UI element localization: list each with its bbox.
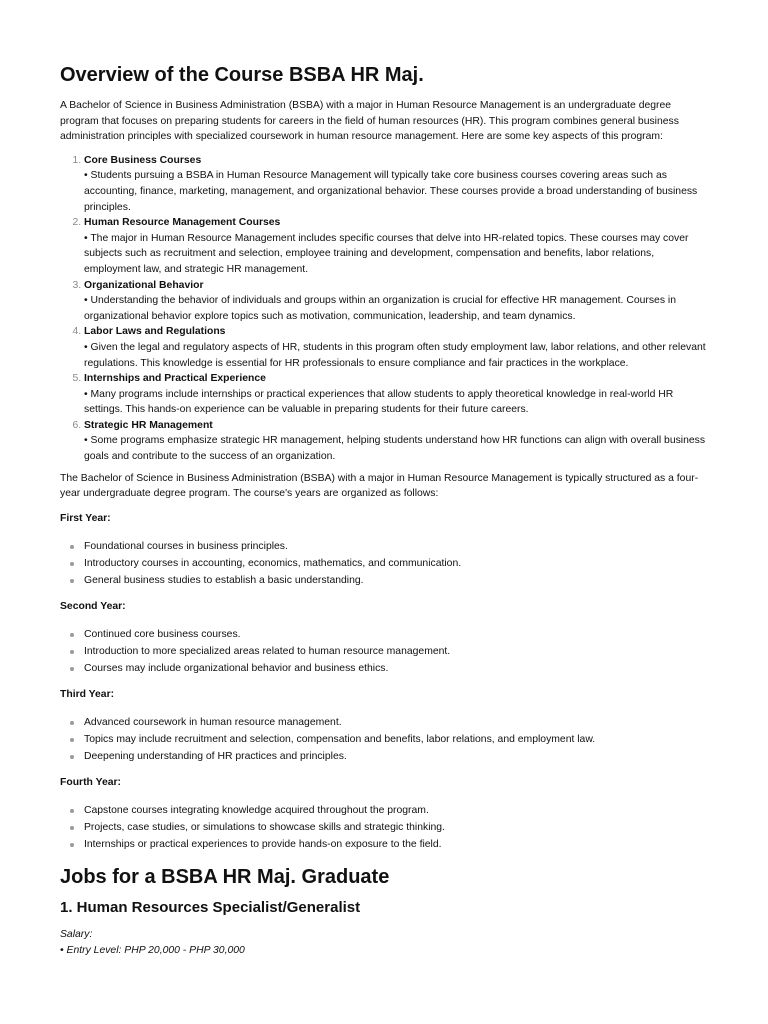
aspect-description: • Some programs emphasize strategic HR management, helping students understand how HR functions can align with overall business goals and contribute to the success of an organization. <box>84 435 706 463</box>
article-content <box>60 62 710 959</box>
key-aspects-list <box>60 153 710 465</box>
aspect-description: • Understanding the behavior of individuals and groups within an organization is crucial for effective HR management. Courses in organizational behavior explore topics such as motivation, communication, leadership, and team dynamics. <box>84 295 676 322</box>
list-item: Projects, case studies, or simulations to showcase skills and strategic thinking. <box>84 819 710 836</box>
aspect-title: 3. Organizational Behavior <box>84 279 204 291</box>
list-item: Courses may include organizational behavior and business ethics. <box>84 660 710 677</box>
list-item: Advanced coursework in human resource management. <box>84 714 710 731</box>
aspect-description: • Given the legal and regulatory aspects of HR, students in this program often study employment law, labor relations, and other relevant regulations. This knowledge is essential for HR professionals to ensure compliance and fair practices in the workplace. <box>84 341 706 369</box>
year-heading: Second Year: <box>60 600 126 612</box>
aspect-description: • The major in Human Resource Management includes specific courses that delve into HR-related topics. These courses may cover subjects such as recruitment and selection, employee training and development, compensation and benefits, labor relations, employment law, and strategic HR management. <box>84 232 689 275</box>
list-item <box>84 278 710 325</box>
second-year-section <box>60 600 710 677</box>
year-heading: First Year: <box>60 512 111 524</box>
year-heading: Third Year: <box>60 688 115 700</box>
aspect-title: 2. Human Resource Management Courses <box>84 217 281 229</box>
fourth-year-section <box>60 776 710 853</box>
year-heading: Fourth Year: <box>60 776 122 788</box>
page-title: Overview of the Course BSBA HR Maj. <box>60 64 424 86</box>
list-item: Internships or practical experiences to provide hands-on exposure to the field. <box>84 836 710 853</box>
year-course-list <box>60 714 710 765</box>
list-item: Introductory courses in accounting, economics, mathematics, and communication. <box>84 555 710 572</box>
aspect-title: 6. Strategic HR Management <box>84 419 213 431</box>
list-item: Topics may include recruitment and selection, compensation and benefits, labor relations, and employment law. <box>84 731 710 748</box>
list-item: Capstone courses integrating knowledge acquired throughout the program. <box>84 802 710 819</box>
third-year-section <box>60 688 710 765</box>
list-item: Foundational courses in business principles. <box>84 538 710 555</box>
list-item <box>84 371 710 418</box>
intro-paragraph: A Bachelor of Science in Business Administration (BSBA) with a major in Human Resource Management is an undergraduate degree program that focuses on preparing students for careers in the field of human resources (HR). This program combines general business administration principles with specialized coursework in human resource management. Here are some key aspects of this program: <box>60 100 679 143</box>
list-item: Introduction to more specialized areas related to human resource management. <box>84 643 710 660</box>
first-year-section <box>60 512 710 589</box>
list-item <box>84 324 710 371</box>
year-course-list <box>60 538 710 589</box>
list-item <box>84 418 710 465</box>
jobs-heading: Jobs for a BSBA HR Maj. Graduate <box>60 865 390 888</box>
aspect-description: • Many programs include internships or practical experiences that allow students to apply theoretical knowledge in real-world HR settings. This hands-on experience can be valuable in preparing students for their future careers. <box>84 388 674 416</box>
job-title: 1. Human Resources Specialist/Generalist <box>60 898 361 916</box>
aspect-title: 1. Core Business Courses <box>84 154 202 166</box>
salary-entry-level: • Entry Level: PHP 20,000 - PHP 30,000 <box>60 944 245 956</box>
list-item: Deepening understanding of HR practices and principles. <box>84 748 710 765</box>
list-item <box>84 153 710 215</box>
year-course-list <box>60 802 710 853</box>
salary-label: Salary: <box>60 929 93 941</box>
aspect-title: 4. Labor Laws and Regulations <box>84 326 226 338</box>
list-item: General business studies to establish a basic understanding. <box>84 572 710 589</box>
aspect-title: 5. Internships and Practical Experience <box>84 373 266 385</box>
aspect-description: • Students pursuing a BSBA in Human Resource Management will typically take core business courses covering areas such as accounting, finance, marketing, management, and organizational behavior. These courses provide a broad understanding of business principles. <box>84 170 698 213</box>
year-course-list <box>60 626 710 677</box>
structure-paragraph: The Bachelor of Science in Business Administration (BSBA) with a major in Human Resource Management is typically structured as a four-year undergraduate degree program. The course's years are organized as follows: <box>60 472 699 500</box>
list-item <box>84 215 710 277</box>
list-item: Continued core business courses. <box>84 626 710 643</box>
